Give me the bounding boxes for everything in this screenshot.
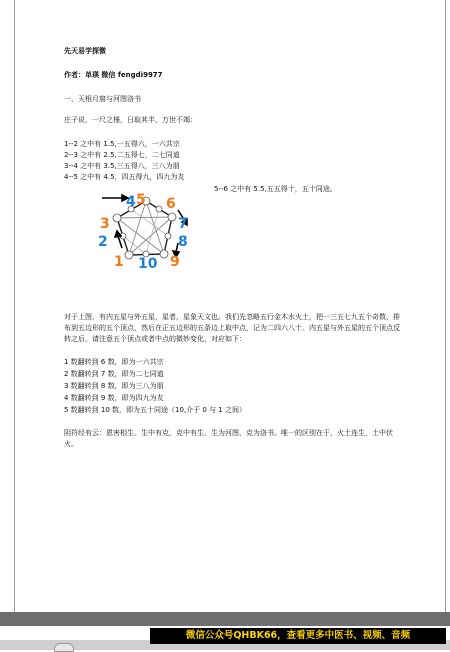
- relation-line: 2--3 之中有 2.5,二五得七，二七同道: [64, 151, 180, 159]
- transform-line: 1 数翻转到 6 数，即为一六共宗: [64, 358, 164, 366]
- paragraph-yinfujing: 阴符经有云：恩害相生。生中有克，克中有生。生为河图，克为洛书。唯一的区别在于，火土连生，土中伏火。: [64, 429, 393, 448]
- hand-number: 1: [114, 254, 124, 270]
- midpoint-node: [165, 233, 171, 239]
- relation-line: 4--5 之中有 4.5，四五得九，四九为友: [64, 173, 185, 181]
- transform-line: 2 数翻转到 7 数，即为二七同道: [64, 370, 164, 378]
- document-page: [14, 0, 446, 612]
- hand-number: 6: [166, 196, 176, 212]
- hand-number: 9: [170, 254, 180, 270]
- document-title: 先天易学探微: [64, 47, 106, 55]
- hand-number: 8: [178, 234, 188, 250]
- hand-number: 3: [100, 216, 110, 232]
- vertex-node: [113, 214, 121, 222]
- vertex-node: [125, 251, 133, 259]
- quote-line: 庄子说，一尺之棰，日取其半，万世不竭：: [64, 116, 197, 124]
- hand-number: 2: [98, 234, 108, 250]
- paragraph-explanation: 对于上图，有内五星与外五星，星者，星象天文也。我们先忽略五行金木水火土，把一三五七九五个奇数，排布到五边形的五个顶点，然后在正五边形的五条边上取中点，记为二四六八十。内五星与外五星的五个顶点反转之后，请注意五个顶点或者中点的微妙变化，对应如下：: [64, 313, 400, 343]
- promo-banner: 微信公众号QHBK66，查看更多中医书、视频、音频: [150, 628, 446, 644]
- hand-number: 7: [178, 216, 188, 232]
- scroll-thumb[interactable]: [54, 643, 74, 652]
- transform-line: 3 数翻转到 8 数，即为三八为朋: [64, 382, 164, 390]
- relation-line-last: 5--6 之中有 5.5,五五得十，五十同途。: [214, 185, 337, 193]
- midpoint-node: [156, 206, 162, 212]
- handwritten-numbers: [98, 192, 188, 272]
- vertex-node: [160, 250, 168, 258]
- relation-line: 3--4 之中有 3.5,三五得八，三八为朋: [64, 162, 180, 170]
- hand-number: 10: [138, 256, 158, 272]
- author-line: 作者：单瑛 微信 fengdi9977: [64, 71, 163, 79]
- vertex-node: [168, 213, 176, 221]
- viewer-bottom-band: [0, 612, 450, 626]
- hand-number: 4: [126, 194, 136, 210]
- relation-line: 1--2 之中有 1.5,一五得六，一六共宗: [64, 140, 180, 148]
- star-pentagon-diagram: [92, 188, 202, 274]
- transform-line: 5 数翻转到 10 数，即为五十同途（10,介于 0 与 1 之间）: [64, 406, 246, 414]
- section-heading: 一、天根月窟与河图洛书: [64, 95, 141, 103]
- transform-line: 4 数翻转到 9 数，即为四九为友: [64, 394, 164, 402]
- hand-number: 5: [136, 192, 146, 208]
